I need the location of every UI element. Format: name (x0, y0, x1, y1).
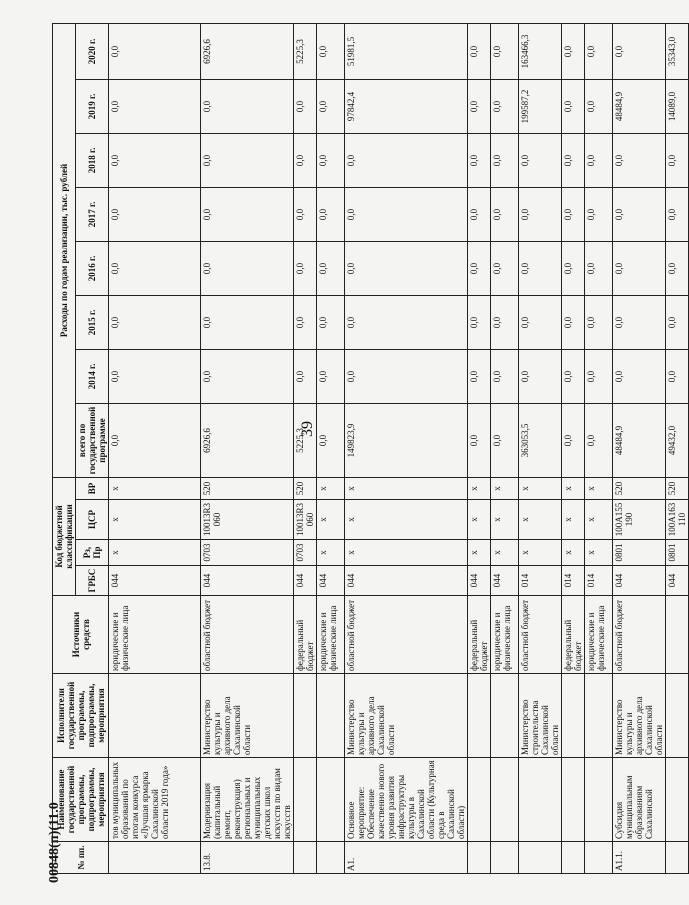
header-year: 2020 г. (76, 23, 109, 79)
row-year-value-cell: 0,0 (468, 295, 491, 349)
row-year-value-cell: 0,0 (317, 349, 345, 403)
header-expenses-group: Расходы по годам реализации, тыс. рублей (53, 23, 76, 477)
row-year-value-cell: 0,0 (317, 79, 345, 133)
row-vr-cell: х (109, 477, 201, 499)
row-total-cell: 0,0 (562, 403, 585, 477)
row-year-value-cell: 0,0 (666, 241, 689, 295)
row-total-cell: 48484,9 (613, 403, 666, 477)
row-year-value-cell: 0,0 (345, 241, 468, 295)
table-row (109, 23, 201, 873)
header-name: Наименование государственной программы, подпрограммы, мероприятия (53, 758, 109, 842)
row-number-cell (585, 842, 613, 874)
row-year-value-cell: 0,0 (585, 241, 613, 295)
table-row (666, 23, 689, 873)
table-body (109, 23, 689, 873)
header-year: 2014 г. (76, 349, 109, 403)
row-number-cell: А1.1. (613, 842, 666, 874)
table-row (294, 23, 317, 873)
row-year-value-cell: 0,0 (294, 349, 317, 403)
row-rzpr-cell: х (562, 540, 585, 566)
row-executor-cell (294, 674, 317, 758)
row-executor-cell: Министерство культуры и архивного дела Сахалинской области (345, 674, 468, 758)
row-vr-cell: х (562, 477, 585, 499)
row-year-value-cell: 0,0 (585, 79, 613, 133)
row-grbs-cell: 014 (562, 566, 585, 596)
row-year-value-cell: 97842,4 (345, 79, 468, 133)
row-rzpr-cell: х (109, 540, 201, 566)
row-year-value-cell: 0,0 (109, 349, 201, 403)
row-year-value-cell: 0,0 (468, 187, 491, 241)
row-year-value-cell: 0,0 (109, 79, 201, 133)
row-year-value-cell: 0,0 (519, 187, 562, 241)
row-year-value-cell: 0,0 (519, 241, 562, 295)
row-number-cell (109, 842, 201, 874)
header-vr: ВР (76, 477, 109, 499)
row-source-cell: юридические и физические лица (317, 596, 345, 674)
row-number-cell (666, 842, 689, 874)
row-year-value-cell: 0,0 (562, 241, 585, 295)
table-row (519, 23, 562, 873)
row-year-value-cell: 0,0 (294, 187, 317, 241)
header-code-group: Код бюджетной классификации (53, 477, 76, 595)
header-csr: ЦСР (76, 500, 109, 540)
row-year-value-cell: 0,0 (317, 133, 345, 187)
row-total-cell: 0,0 (585, 403, 613, 477)
row-year-value-cell: 0,0 (491, 79, 519, 133)
table-row (468, 23, 491, 873)
row-rzpr-cell: 0703 (294, 540, 317, 566)
row-year-value-cell: 0,0 (201, 349, 294, 403)
row-year-value-cell: 0,0 (613, 187, 666, 241)
row-vr-cell: х (468, 477, 491, 499)
row-year-value-cell: 0,0 (613, 295, 666, 349)
row-year-value-cell: 0,0 (294, 79, 317, 133)
table-row (613, 23, 666, 873)
row-year-value-cell: 0,0 (468, 23, 491, 79)
row-year-value-cell: 0,0 (666, 187, 689, 241)
row-name-cell (468, 758, 491, 842)
row-rzpr-cell: х (491, 540, 519, 566)
row-source-cell: федеральный бюджет (562, 596, 585, 674)
row-total-cell: 149823,9 (345, 403, 468, 477)
row-number-cell (491, 842, 519, 874)
row-executor-cell (109, 674, 201, 758)
row-rzpr-cell: 0703 (201, 540, 294, 566)
row-number-cell (519, 842, 562, 874)
row-source-cell: областной бюджет (201, 596, 294, 674)
row-rzpr-cell: х (468, 540, 491, 566)
row-year-value-cell: 0,0 (201, 241, 294, 295)
row-year-value-cell: 0,0 (613, 349, 666, 403)
row-vr-cell: х (345, 477, 468, 499)
row-executor-cell (491, 674, 519, 758)
row-year-value-cell: 0,0 (491, 241, 519, 295)
row-year-value-cell: 0,0 (613, 23, 666, 79)
row-year-value-cell: 0,0 (585, 23, 613, 79)
row-grbs-cell: 014 (519, 566, 562, 596)
budget-table-container (52, 24, 687, 874)
row-year-value-cell: 0,0 (491, 187, 519, 241)
row-source-cell: юридические и физические лица (491, 596, 519, 674)
row-year-value-cell: 0,0 (345, 295, 468, 349)
row-name-cell (562, 758, 585, 842)
row-year-value-cell: 0,0 (109, 187, 201, 241)
row-source-cell: юридические и физические лица (585, 596, 613, 674)
row-csr-cell: х (345, 500, 468, 540)
row-year-value-cell: 0,0 (317, 23, 345, 79)
row-rzpr-cell: х (519, 540, 562, 566)
row-source-cell: федеральный бюджет (294, 596, 317, 674)
row-rzpr-cell: х (345, 540, 468, 566)
row-csr-cell: х (491, 500, 519, 540)
table-row (562, 23, 585, 873)
row-year-value-cell: 0,0 (562, 79, 585, 133)
row-executor-cell (666, 674, 689, 758)
row-year-value-cell: 163466,3 (519, 23, 562, 79)
row-year-value-cell: 0,0 (562, 349, 585, 403)
row-source-cell: областной бюджет (519, 596, 562, 674)
row-csr-cell: х (585, 500, 613, 540)
row-vr-cell: 520 (201, 477, 294, 499)
row-grbs-cell: 044 (345, 566, 468, 596)
row-rzpr-cell: х (317, 540, 345, 566)
table-row (201, 23, 294, 873)
row-year-value-cell: 35343,0 (666, 23, 689, 79)
row-name-cell: тов муниципальных образований по итогам конкурса «Лучшая ярмарка Сахалинской области 2019 года» (109, 758, 201, 842)
row-year-value-cell: 0,0 (345, 187, 468, 241)
row-year-value-cell: 5225,3 (294, 23, 317, 79)
row-source-cell: федеральный бюджет (468, 596, 491, 674)
row-grbs-cell: 044 (468, 566, 491, 596)
row-total-cell: 0,0 (491, 403, 519, 477)
row-source-cell (666, 596, 689, 674)
row-executor-cell: Министерство культуры и архивного дела Сахалинской области (613, 674, 666, 758)
row-year-value-cell: 0,0 (294, 295, 317, 349)
header-rzpr: Рз, Пр (76, 540, 109, 566)
row-name-cell (666, 758, 689, 842)
table-row (317, 23, 345, 873)
row-rzpr-cell: 0801 (666, 540, 689, 566)
row-csr-cell: 10013R3060 (201, 500, 294, 540)
row-number-cell: А1. (345, 842, 468, 874)
row-grbs-cell: 014 (585, 566, 613, 596)
row-year-value-cell: 0,0 (562, 187, 585, 241)
row-source-cell: юридические и физические лица (109, 596, 201, 674)
document-code: 00848(п)(11.0 (47, 802, 62, 883)
row-csr-cell: х (468, 500, 491, 540)
row-year-value-cell: 0,0 (201, 295, 294, 349)
row-grbs-cell: 044 (666, 566, 689, 596)
row-number-cell (562, 842, 585, 874)
row-source-cell: областной бюджет (613, 596, 666, 674)
row-year-value-cell: 0,0 (585, 187, 613, 241)
row-year-value-cell: 0,0 (666, 295, 689, 349)
row-year-value-cell: 0,0 (562, 133, 585, 187)
row-year-value-cell: 0,0 (666, 133, 689, 187)
row-year-value-cell: 14089,0 (666, 79, 689, 133)
row-year-value-cell: 0,0 (109, 241, 201, 295)
row-name-cell (317, 758, 345, 842)
table-header (53, 23, 109, 873)
row-year-value-cell: 0,0 (562, 23, 585, 79)
table-row (345, 23, 468, 873)
header-source: Источники средств (53, 596, 109, 674)
row-csr-cell: 100A163110 (666, 500, 689, 540)
row-name-cell (491, 758, 519, 842)
header-num: № пп. (53, 842, 109, 874)
row-executor-cell (317, 674, 345, 758)
row-name-cell: Модернизация (капитальный ремонт, реконструкция) региональных и муниципальных детских школ искусств по видам искусств (201, 758, 294, 842)
header-year: 2017 г. (76, 187, 109, 241)
row-vr-cell: х (519, 477, 562, 499)
header-executor: Исполнители государственной программы, подпрограммы, мероприятия (53, 674, 109, 758)
row-year-value-cell: 0,0 (491, 23, 519, 79)
row-number-cell (294, 842, 317, 874)
row-vr-cell: 520 (613, 477, 666, 499)
row-year-value-cell: 0,0 (317, 187, 345, 241)
row-year-value-cell: 0,0 (491, 349, 519, 403)
row-total-cell: 363053,5 (519, 403, 562, 477)
row-year-value-cell: 0,0 (585, 133, 613, 187)
row-number-cell: 13.8. (201, 842, 294, 874)
row-year-value-cell: 0,0 (519, 349, 562, 403)
row-year-value-cell: 0,0 (468, 349, 491, 403)
row-vr-cell: 520 (294, 477, 317, 499)
row-year-value-cell: 0,0 (345, 349, 468, 403)
row-year-value-cell: 0,0 (201, 133, 294, 187)
row-number-cell (317, 842, 345, 874)
row-year-value-cell: 0,0 (491, 295, 519, 349)
header-year: 2019 г. (76, 79, 109, 133)
row-year-value-cell: 0,0 (666, 349, 689, 403)
row-year-value-cell: 0,0 (317, 241, 345, 295)
row-csr-cell: х (109, 500, 201, 540)
row-grbs-cell: 044 (201, 566, 294, 596)
row-year-value-cell: 0,0 (519, 133, 562, 187)
row-vr-cell: х (585, 477, 613, 499)
budget-table (52, 23, 689, 874)
row-year-value-cell: 0,0 (468, 241, 491, 295)
row-total-cell: 0,0 (109, 403, 201, 477)
row-year-value-cell: 0,0 (294, 241, 317, 295)
row-executor-cell (468, 674, 491, 758)
row-year-value-cell: 0,0 (613, 241, 666, 295)
row-year-value-cell: 0,0 (294, 133, 317, 187)
row-source-cell: областной бюджет (345, 596, 468, 674)
row-year-value-cell: 0,0 (345, 133, 468, 187)
row-year-value-cell: 0,0 (317, 295, 345, 349)
row-name-cell: Основное мероприятие: Обеспечение качественно нового уровня развития инфраструктуры культуры в Сахалинской области (Культурная среда в Сахалинской области) (345, 758, 468, 842)
row-year-value-cell: 199587,2 (519, 79, 562, 133)
row-executor-cell: Министерство строительства Сахалинской области (519, 674, 562, 758)
row-year-value-cell: 0,0 (468, 133, 491, 187)
row-executor-cell (585, 674, 613, 758)
row-grbs-cell: 044 (317, 566, 345, 596)
row-executor-cell (562, 674, 585, 758)
page-number: 39 (299, 421, 316, 437)
row-csr-cell: х (317, 500, 345, 540)
row-csr-cell: 10013R3060 (294, 500, 317, 540)
table-row (491, 23, 519, 873)
row-grbs-cell: 044 (109, 566, 201, 596)
table-row (585, 23, 613, 873)
row-grbs-cell: 044 (491, 566, 519, 596)
row-year-value-cell: 51981,5 (345, 23, 468, 79)
row-total-cell: 5225,3 (294, 403, 317, 477)
row-year-value-cell: 0,0 (468, 79, 491, 133)
row-year-value-cell: 0,0 (201, 187, 294, 241)
row-csr-cell: 100A155190 (613, 500, 666, 540)
header-total: всего по государственной программе (76, 403, 109, 477)
row-year-value-cell: 48484,9 (613, 79, 666, 133)
row-year-value-cell: 0,0 (585, 349, 613, 403)
row-year-value-cell: 6926,6 (201, 23, 294, 79)
row-year-value-cell: 0,0 (109, 23, 201, 79)
row-number-cell (468, 842, 491, 874)
row-name-cell (585, 758, 613, 842)
row-year-value-cell: 0,0 (585, 295, 613, 349)
row-total-cell: 49432,0 (666, 403, 689, 477)
header-year: 2016 г. (76, 241, 109, 295)
header-grbs: ГРБС (76, 566, 109, 596)
row-name-cell (519, 758, 562, 842)
row-year-value-cell: 0,0 (109, 133, 201, 187)
row-rzpr-cell: х (585, 540, 613, 566)
row-total-cell: 0,0 (317, 403, 345, 477)
row-year-value-cell: 0,0 (613, 133, 666, 187)
row-total-cell: 6926,6 (201, 403, 294, 477)
row-csr-cell: х (562, 500, 585, 540)
row-vr-cell: х (317, 477, 345, 499)
row-year-value-cell: 0,0 (201, 79, 294, 133)
header-year: 2018 г. (76, 133, 109, 187)
row-year-value-cell: 0,0 (519, 295, 562, 349)
row-year-value-cell: 0,0 (562, 295, 585, 349)
row-rzpr-cell: 0801 (613, 540, 666, 566)
row-vr-cell: 520 (666, 477, 689, 499)
row-total-cell: 0,0 (468, 403, 491, 477)
row-executor-cell: Министерство культуры и архивного дела Сахалинской области (201, 674, 294, 758)
row-grbs-cell: 044 (613, 566, 666, 596)
row-grbs-cell: 044 (294, 566, 317, 596)
row-name-cell: Субсидия муниципальным образованиям Сахалинской (613, 758, 666, 842)
row-vr-cell: х (491, 477, 519, 499)
header-year: 2015 г. (76, 295, 109, 349)
row-csr-cell: х (519, 500, 562, 540)
row-year-value-cell: 0,0 (491, 133, 519, 187)
row-name-cell (294, 758, 317, 842)
row-year-value-cell: 0,0 (109, 295, 201, 349)
